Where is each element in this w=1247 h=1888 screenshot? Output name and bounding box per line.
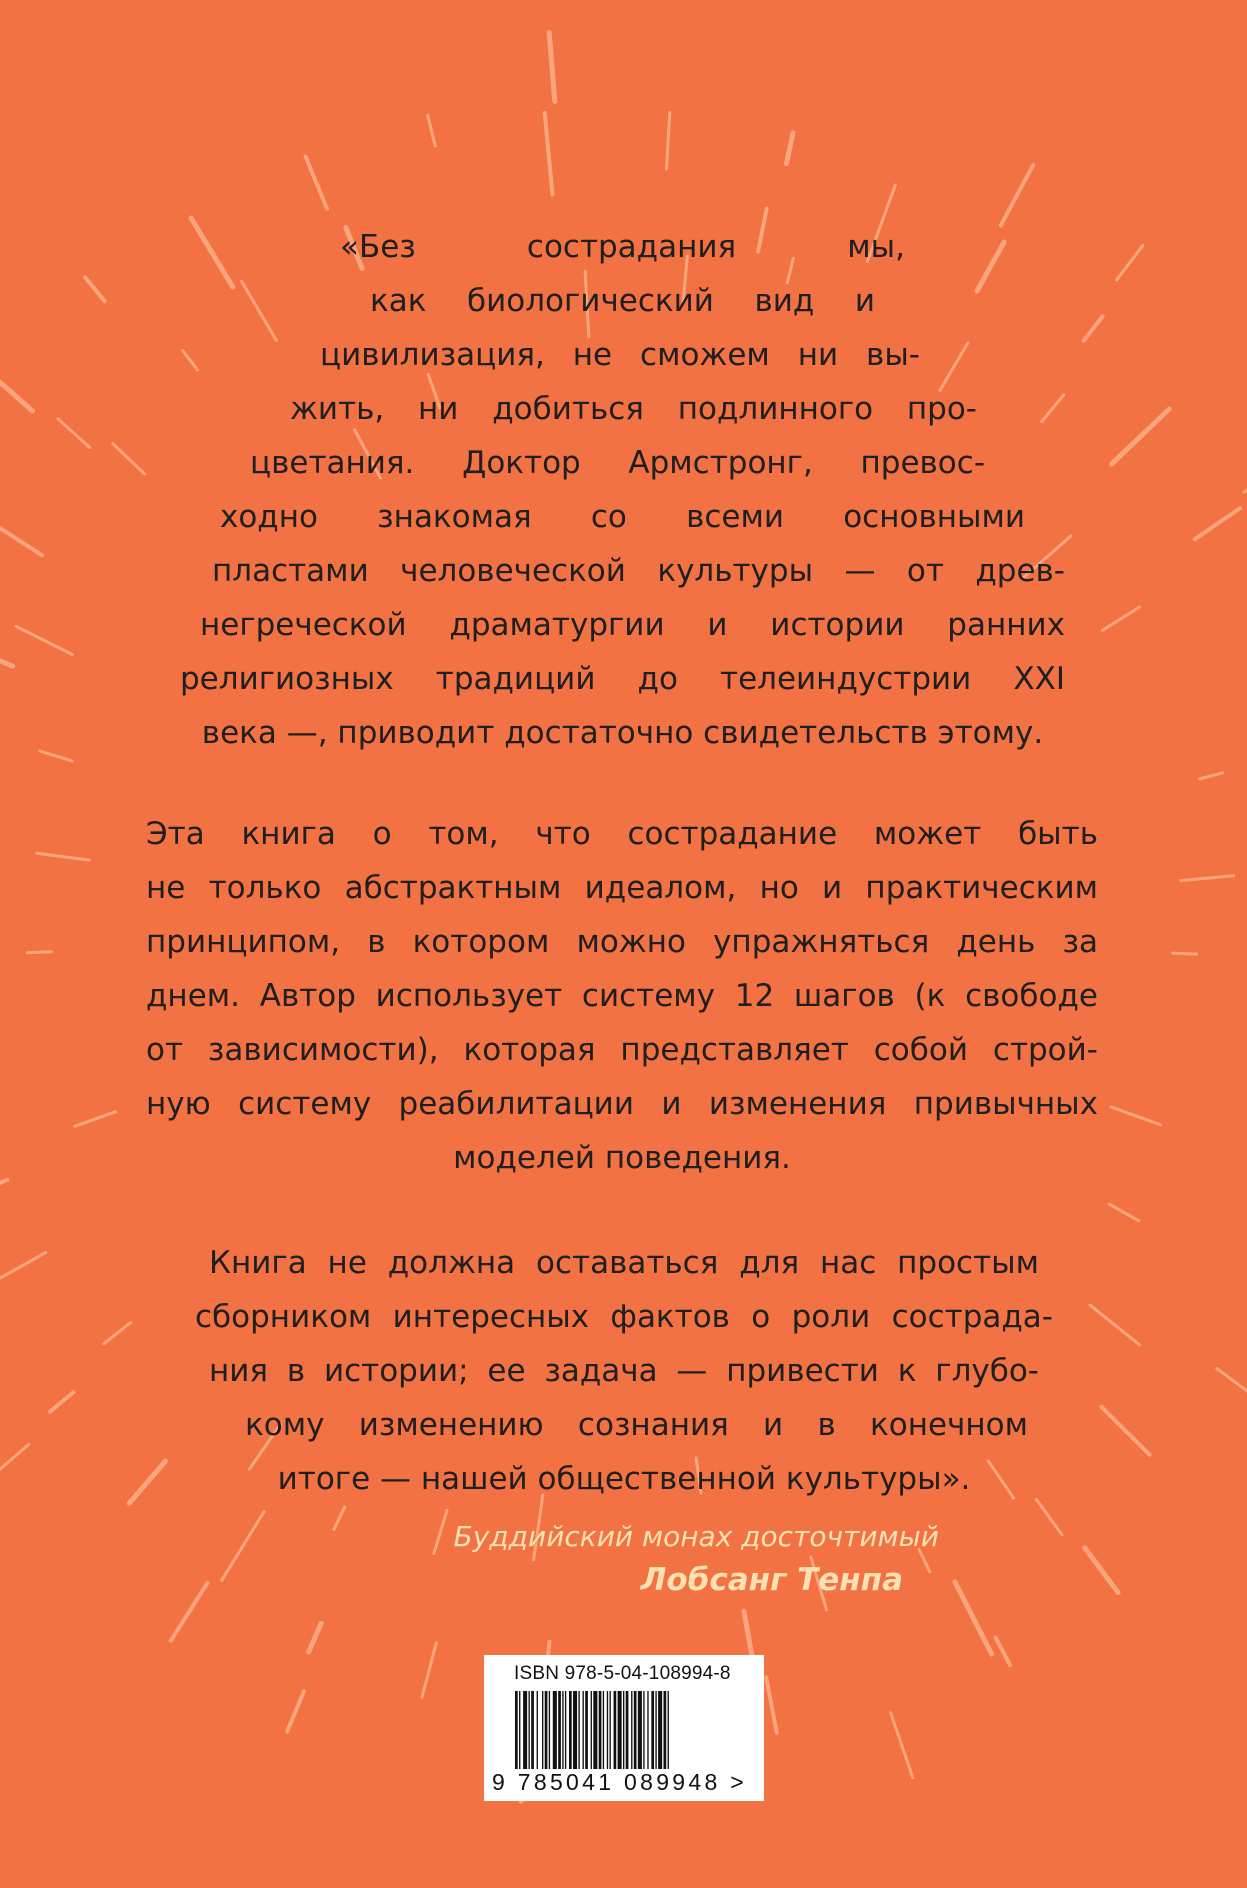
ray <box>334 1507 345 1530</box>
barcode-bar <box>562 1691 563 1769</box>
ray <box>787 133 794 164</box>
barcode-bar <box>549 1691 550 1769</box>
quote-paragraph-2 <box>146 807 1098 1185</box>
ray <box>0 375 33 411</box>
ray <box>1001 165 1033 225</box>
ray <box>996 1638 1011 1666</box>
barcode-bar <box>607 1691 608 1769</box>
ray <box>309 1623 322 1652</box>
ray <box>171 1583 208 1641</box>
ray <box>891 1713 913 1778</box>
ray <box>40 751 72 761</box>
barcode-bar <box>651 1691 654 1769</box>
ray <box>50 1392 73 1412</box>
ray <box>744 1611 752 1654</box>
barcode-bar <box>614 1691 617 1769</box>
ray <box>667 113 670 170</box>
barcode-bar <box>531 1691 534 1769</box>
barcode-bar <box>668 1691 669 1769</box>
ray <box>545 113 553 195</box>
ray <box>422 1643 436 1698</box>
quote-line: негреческой драматургии и истории ранних <box>200 607 1065 643</box>
quote-line: века —, приводит достаточно свидетельств этому. <box>201 715 1044 751</box>
barcode-bar <box>519 1691 520 1769</box>
ray <box>1090 1305 1140 1345</box>
barcode-bar <box>573 1691 577 1769</box>
quote-paragraph-3 <box>195 1236 1053 1506</box>
barcode-bar <box>647 1691 648 1769</box>
ray <box>1085 1548 1118 1593</box>
barcode-bar <box>664 1691 667 1769</box>
barcode-bar <box>599 1691 602 1769</box>
barcode-bar <box>618 1691 622 1769</box>
barcode-bar <box>631 1691 632 1769</box>
ray <box>75 1112 116 1127</box>
quote-line: итоге — нашей общественной культуры». <box>277 1461 971 1497</box>
quote-line: пластами человеческой культуры — от древ- <box>212 553 1065 589</box>
barcode-bar <box>537 1691 538 1769</box>
ray <box>1112 409 1170 464</box>
ray <box>1217 1369 1247 1416</box>
barcode-bar <box>603 1691 604 1769</box>
quote-line: «Без сострадания мы, <box>340 229 905 265</box>
ray <box>129 1461 165 1503</box>
ray <box>0 654 13 666</box>
ray <box>16 626 72 654</box>
barcode-bar <box>655 1691 656 1769</box>
barcode-digits: 9 785041 089948 > <box>492 1769 747 1795</box>
ray <box>222 1512 264 1581</box>
quote-line: не только абстрактным идеалом, но и практическим <box>146 870 1098 906</box>
quote-line: кому изменению сознания и в конечном <box>245 1407 1028 1443</box>
barcode-bar <box>545 1691 548 1769</box>
barcode-bar <box>623 1691 624 1769</box>
ray <box>37 853 89 860</box>
ray <box>0 1180 7 1200</box>
ray <box>1111 1107 1161 1125</box>
quote-line: сборником интересных фактов о роли сострада- <box>195 1299 1053 1335</box>
quote-line: моделей поведения. <box>453 1140 791 1176</box>
quote-line: цивилизация, не сможем ни вы- <box>320 337 920 373</box>
barcode-bar <box>558 1691 561 1769</box>
ray <box>428 115 435 145</box>
quote-line: Эта книга о том, что сострадание может быть <box>146 816 1098 852</box>
ray <box>1084 316 1103 340</box>
ray <box>766 1677 777 1733</box>
ray <box>434 1510 447 1553</box>
barcode-bar <box>583 1691 584 1769</box>
quote-line: ную систему реабилитации и изменения привычных <box>146 1086 1098 1122</box>
barcode-bar <box>634 1691 637 1769</box>
ray <box>0 1444 29 1472</box>
barcode-bar <box>658 1691 662 1769</box>
ray <box>58 419 90 448</box>
quote-line: жить, ни добиться подлинного про- <box>290 391 977 427</box>
barcode-bars <box>515 1691 733 1777</box>
attribution-name: Лобсанг Тенпа <box>640 1562 903 1598</box>
ray <box>1181 876 1234 881</box>
barcode-bar <box>565 1691 566 1769</box>
ray <box>549 32 555 101</box>
quote-line: ния в истории; ее задача — привести к глубо- <box>209 1353 1039 1389</box>
barcode-bar <box>626 1691 629 1769</box>
ray <box>1109 1204 1139 1221</box>
ray <box>104 1322 131 1343</box>
quote-paragraph-1 <box>180 220 1065 760</box>
barcode-bar <box>523 1691 527 1769</box>
quote-line: Книга не должна оставаться для нас простым <box>209 1245 1039 1281</box>
ray <box>1102 607 1139 630</box>
barcode-bar <box>553 1691 557 1769</box>
barcode-bar <box>529 1691 530 1769</box>
isbn-label: ISBN 978-5-04-108994-8 <box>514 1663 731 1684</box>
barcode-bar <box>591 1691 592 1769</box>
barcode-bar <box>542 1691 543 1769</box>
ray <box>0 1253 46 1284</box>
quote-line: как биологический вид и <box>370 283 875 319</box>
ray <box>113 444 145 475</box>
barcode-bar <box>643 1691 644 1769</box>
ray <box>1195 508 1240 539</box>
barcode-bar <box>593 1691 597 1769</box>
isbn-barcode <box>484 1655 764 1801</box>
barcode-bar <box>638 1691 642 1769</box>
quote-line: принципом, в котором можно упражняться день за <box>146 924 1098 960</box>
quote-line: днем. Автор использует систему 12 шагов (к свободе <box>146 978 1098 1014</box>
ray <box>1102 1407 1150 1455</box>
barcode-bar <box>515 1691 518 1769</box>
ray <box>287 1691 304 1731</box>
ray <box>0 519 42 555</box>
barcode-bar <box>569 1691 572 1769</box>
ray <box>1173 953 1197 954</box>
barcode-bar <box>578 1691 579 1769</box>
ray <box>1117 245 1143 279</box>
ray <box>27 952 51 953</box>
quote-line: ходно знакомая со всеми основными <box>220 499 1025 535</box>
ray <box>955 1582 992 1654</box>
quote-line: от зависимости), которая представляет собой строй- <box>146 1032 1098 1068</box>
attribution-role: Буддийский монах досточтимый <box>453 1520 939 1553</box>
barcode-bar <box>610 1691 611 1769</box>
ray <box>85 277 105 301</box>
ray <box>306 157 327 209</box>
quote-line: религиозных традиций до телеиндустрии XXI <box>180 661 1065 697</box>
barcode-bar <box>585 1691 588 1769</box>
quote-line: цветания. Доктор Армстронг, превос- <box>250 445 985 481</box>
ray <box>1199 773 1222 779</box>
